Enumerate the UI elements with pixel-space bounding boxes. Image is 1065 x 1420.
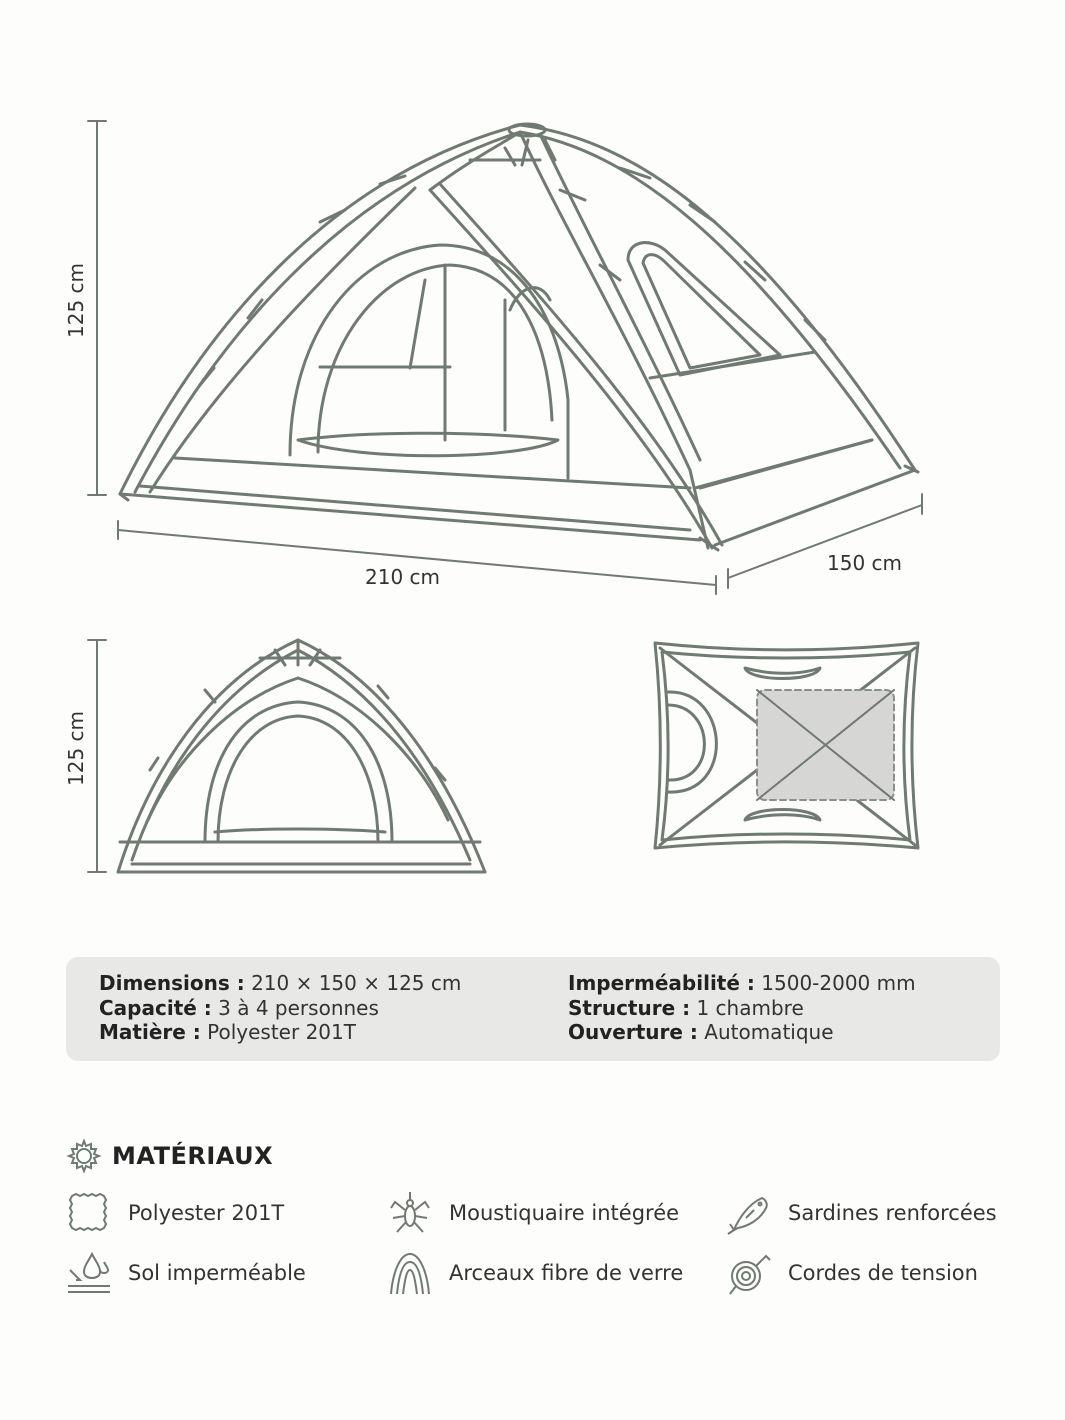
gear-icon [66, 1138, 102, 1174]
spec-row-material: Matière : Polyester 201T [99, 1020, 356, 1044]
arch-icon [387, 1250, 433, 1296]
height-label-top: 125 cm [64, 262, 88, 338]
material-item [726, 1190, 997, 1236]
spec-row-waterproof: Imperméabilité : 1500-2000 mm [568, 971, 916, 995]
spec-row-structure: Structure : 1 chambre [568, 995, 804, 1020]
fish-icon [726, 1190, 772, 1236]
material-item [387, 1190, 679, 1236]
material-item [726, 1250, 978, 1296]
spec-row-dimensions: Dimensions : 210 × 150 × 125 cm [99, 971, 462, 995]
material-label: Polyester 201T [128, 1201, 285, 1225]
spec-column-left [99, 971, 461, 1045]
spec-column-right [568, 971, 916, 1045]
length-label: 210 cm [365, 565, 441, 589]
material-item [66, 1190, 284, 1236]
material-label: Sardines renforcées [788, 1201, 997, 1225]
spec-panel [66, 957, 1000, 1061]
height-label-front: 125 cm [64, 710, 88, 786]
material-item [387, 1250, 683, 1296]
materials-header [66, 1138, 273, 1174]
width-label: 150 cm [827, 551, 903, 575]
tent-perspective-view [88, 121, 922, 594]
mosquito-icon [387, 1190, 433, 1236]
spec-row-opening: Ouverture : Automatique [568, 1020, 834, 1044]
materials-title: MATÉRIAUX [112, 1142, 274, 1170]
tent-top-view [655, 643, 918, 848]
material-label: Sol imperméable [128, 1261, 306, 1285]
fabric-icon [66, 1190, 112, 1236]
material-item [66, 1250, 306, 1296]
material-label: Cordes de tension [788, 1261, 978, 1285]
spec-row-capacity: Capacité : 3 à 4 personnes [99, 995, 379, 1020]
material-label: Arceaux fibre de verre [449, 1261, 684, 1285]
tent-front-view [88, 640, 485, 872]
material-label: Moustiquaire intégrée [449, 1201, 680, 1225]
waterproof-icon [66, 1250, 112, 1296]
rope-icon [726, 1250, 772, 1296]
